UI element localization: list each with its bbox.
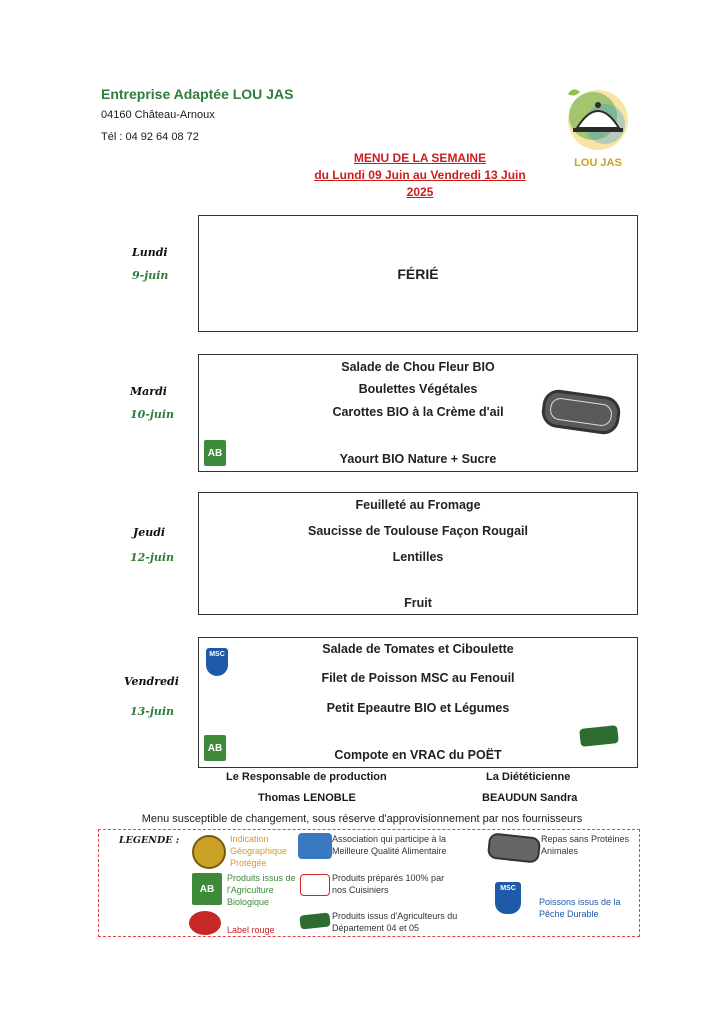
igp-icon xyxy=(192,835,226,869)
cloche-logo-icon xyxy=(563,84,633,156)
local-producer-icon xyxy=(299,912,330,929)
vegetarian-menu-icon xyxy=(487,832,541,863)
menu-title: MENU DE LA SEMAINE xyxy=(353,151,487,165)
production-name: Thomas LENOBLE xyxy=(258,792,356,804)
day-box-tuesday xyxy=(198,354,638,472)
dish: Salade de Chou Fleur BIO xyxy=(341,360,495,374)
chef-hat-icon xyxy=(300,874,330,896)
label-rouge-icon xyxy=(189,911,221,935)
dish: Petit Epeautre BIO et Légumes xyxy=(326,701,510,715)
lou-jas-logo xyxy=(563,84,633,174)
production-title: Le Responsable de production xyxy=(226,771,387,783)
dish: Fruit xyxy=(404,596,432,610)
menu-period: du Lundi 09 Juin au Vendredi 13 Juin 2025 xyxy=(314,168,526,199)
menu-title-block xyxy=(300,150,540,201)
day-box-thursday xyxy=(198,492,638,615)
dish: FÉRIÉ xyxy=(397,266,439,282)
dish: Saucisse de Toulouse Façon Rougail xyxy=(308,524,528,538)
dish: Yaourt BIO Nature + Sucre xyxy=(339,452,497,466)
legend-title: LEGENDE : xyxy=(119,835,180,846)
day-box-friday xyxy=(198,637,638,768)
legend-label-rouge: Label rouge xyxy=(227,925,275,935)
company-address: 04160 Château-Arnoux xyxy=(101,109,215,121)
dietitian-title: La Diététicienne xyxy=(486,771,571,783)
dish: Lentilles xyxy=(392,550,444,564)
legend-vegetarian: Repas sans Protéines Animales xyxy=(541,834,630,856)
day-box-monday xyxy=(198,215,638,332)
dish: Salade de Tomates et Ciboulette xyxy=(322,642,514,656)
dish: Feuilleté au Fromage xyxy=(355,498,481,512)
day-name-tuesday: Mardi xyxy=(130,385,167,398)
legend-box xyxy=(98,829,640,937)
day-date-tuesday: 10-juin xyxy=(130,408,175,421)
day-name-friday: Vendredi xyxy=(124,675,179,688)
local-producer-icon xyxy=(579,725,619,747)
availability-notice: Menu susceptible de changement, sous réserve d'approvisionnement par nos fournisseurs xyxy=(141,813,583,825)
day-name-thursday: Jeudi xyxy=(133,526,166,539)
legend-bleu-blanc-coeur: Association qui participe à la Meilleure Qualité Alimentaire xyxy=(332,834,447,856)
logo-text: LOU JAS xyxy=(574,157,622,169)
legend-igp: Indication Géographique Protégée xyxy=(230,834,288,868)
legend-organic: Produits issus de l'Agriculture Biologique xyxy=(227,873,296,907)
company-phone: Tél : 04 92 64 08 72 xyxy=(101,131,199,143)
organic-ab-icon: AB xyxy=(204,440,226,466)
organic-ab-icon: AB xyxy=(192,873,222,905)
day-date-thursday: 12-juin xyxy=(130,551,175,564)
dish: Boulettes Végétales xyxy=(358,382,478,396)
legend-local: Produits issus d'Agriculteurs du Département 04 et 05 xyxy=(332,911,458,933)
bleu-blanc-coeur-icon xyxy=(298,833,332,859)
day-date-monday: 9-juin xyxy=(132,269,169,282)
legend-homemade: Produits préparés 100% par nos Cuisiniers xyxy=(332,873,445,895)
dish: Compote en VRAC du POËT xyxy=(334,748,502,762)
msc-icon: MSC xyxy=(206,648,228,676)
msc-icon: MSC xyxy=(495,882,521,914)
company-name: Entreprise Adaptée LOU JAS xyxy=(101,86,294,102)
dietitian-name: BEAUDUN Sandra xyxy=(482,792,578,804)
dish: Carottes BIO à la Crème d'ail xyxy=(332,405,504,419)
dish: Filet de Poisson MSC au Fenouil xyxy=(321,671,515,685)
day-name-monday: Lundi xyxy=(132,246,168,259)
organic-ab-icon: AB xyxy=(204,735,226,761)
day-date-friday: 13-juin xyxy=(130,705,175,718)
legend-msc: Poissons issus de la Pêche Durable xyxy=(539,897,621,919)
